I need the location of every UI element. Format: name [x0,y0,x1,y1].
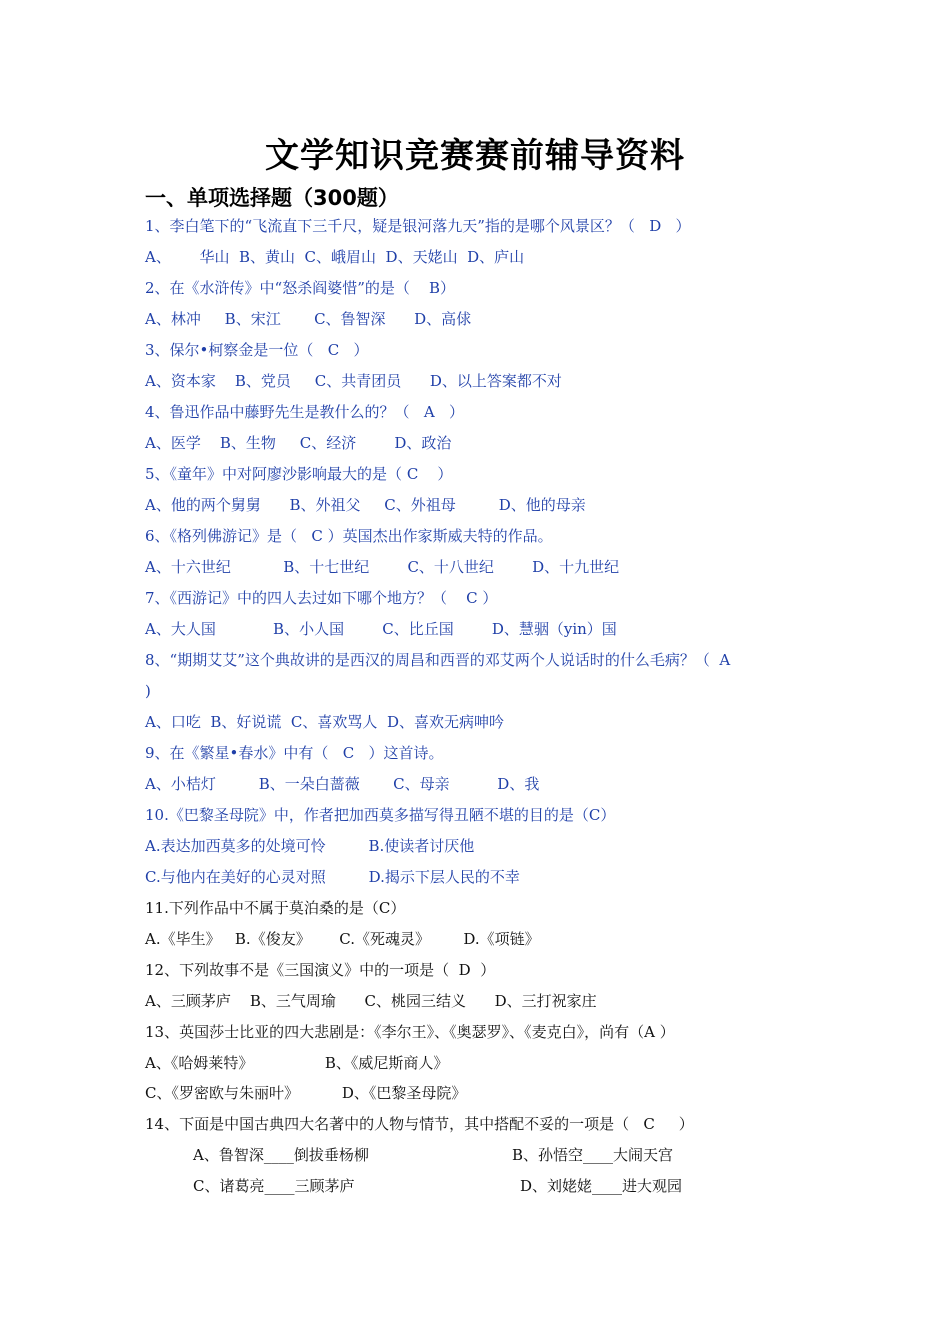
options-12: A、三顾茅庐 B、三气周瑜 C、桃园三结义 D、三打祝家庄 [145,992,597,1010]
options-3: A、资本家 B、党员 C、共青团员 D、以上答案都不对 [145,372,562,390]
options-4: A、医学 B、生物 C、经济 D、政治 [145,434,452,452]
section-heading: 一、单项选择题（300题） [145,186,399,210]
options-9: A、小桔灯 B、一朵白蔷薇 C、母亲 D、我 [145,775,540,793]
options-5: A、他的两个舅舅 B、外祖父 C、外祖母 D、他的母亲 [145,496,586,514]
question-13: 13、英国莎士比亚的四大悲剧是：《李尔王》、《奥瑟罗》、《麦克白》，尚有（A ） [145,1023,675,1041]
question-5: 5、《童年》中对阿廖沙影响最大的是（ C ） [145,465,453,483]
question-3: 3、保尔•柯察金是一位（ C ） [145,341,369,359]
question-2: 2、在《水浒传》中“怒杀阎婆惜”的是（ B） [145,279,455,297]
question-6: 6、《格列佛游记》是（ C ）英国杰出作家斯威夫特的作品。 [145,527,553,545]
option-14-a: A、鲁智深____倒拔垂杨柳 [193,1146,369,1164]
options-8: A、口吃 B、好说谎 C、喜欢骂人 D、喜欢无病呻吟 [145,713,504,731]
option-14-d: D、刘姥姥____进大观园 [520,1177,683,1195]
options-13-ab: A、《哈姆莱特》 B、《威尼斯商人》 [145,1054,449,1072]
question-1: 1、李白笔下的“飞流直下三千尺，疑是银河落九天”指的是哪个风景区？（ D ） [145,217,691,235]
options-7: A、大人国 B、小人国 C、比丘国 D、慧骃（yin）国 [145,620,617,638]
option-14-c: C、诸葛亮____三顾茅庐 [193,1177,355,1195]
options-6: A、十六世纪 B、十七世纪 C、十八世纪 D、十九世纪 [145,558,620,576]
question-8: 8、“期期艾艾”这个典故讲的是西汉的周昌和西晋的邓艾两个人说话时的什么毛病？（ A [145,651,731,669]
question-7: 7、《西游记》中的四人去过如下哪个地方？（ C ） [145,589,498,607]
options-10-ab: A.表达加西莫多的处境可怜 B.使读者讨厌他 [145,837,475,855]
question-12: 12、下列故事不是《三国演义》中的一项是（ D ） [145,961,496,979]
question-4: 4、鲁迅作品中藤野先生是教什么的？（ A ） [145,403,464,421]
document-title: 文学知识竞赛赛前辅导资料 [265,136,685,176]
question-9: 9、在《繁星•春水》中有（ C ）这首诗。 [145,744,444,762]
question-11: 11.下列作品中不属于莫泊桑的是（C） [145,899,406,917]
option-14-b: B、孙悟空____大闹天宫 [512,1146,674,1164]
question-8-cont: ) [145,682,151,700]
options-1: A、 华山 B、黄山 C、峨眉山 D、天姥山 D、庐山 [145,248,525,266]
question-14: 14、下面是中国古典四大名著中的人物与情节，其中搭配不妥的一项是（ C ） [145,1115,694,1133]
options-13-cd: C、《罗密欧与朱丽叶》 D、《巴黎圣母院》 [145,1084,467,1102]
options-10-cd: C.与他内在美好的心灵对照 D.揭示下层人民的不幸 [145,868,520,886]
options-11: A.《毕生》 B.《俊友》 C.《死魂灵》 D.《项链》 [145,930,540,948]
question-10: 10.《巴黎圣母院》中，作者把加西莫多描写得丑陋不堪的目的是（C） [145,806,616,824]
options-2: A、林冲 B、宋江 C、鲁智深 D、高俅 [145,310,472,328]
